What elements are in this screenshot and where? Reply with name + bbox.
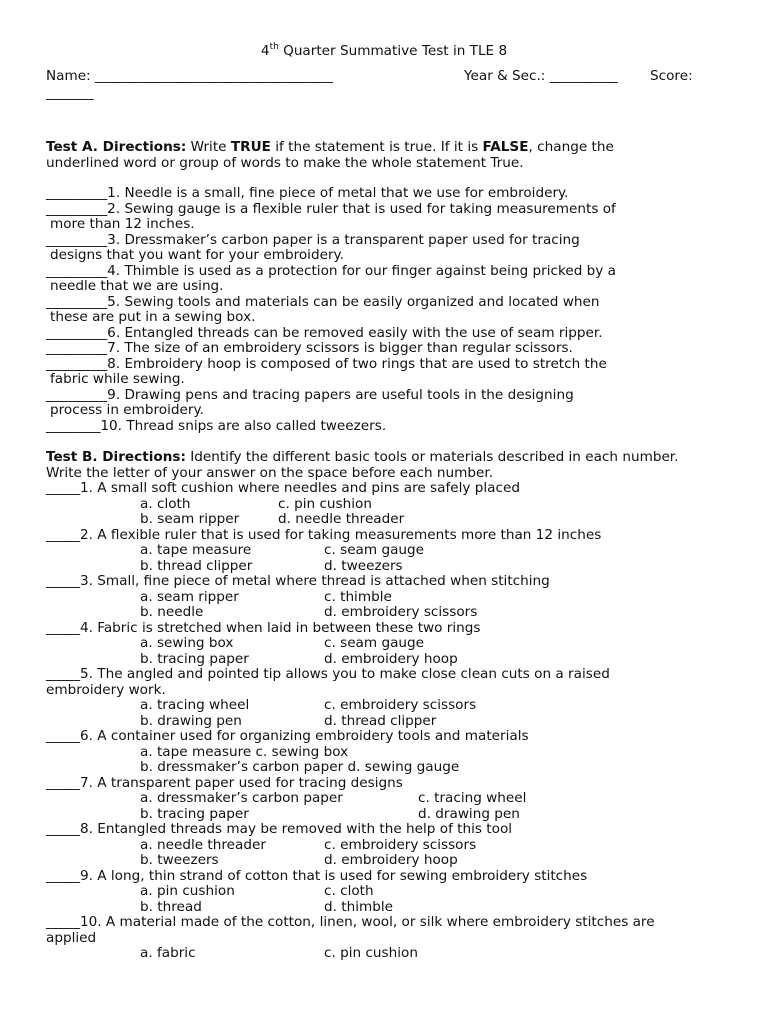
option-row-text: a. tape measure c. sewing box <box>140 743 349 760</box>
test-b-question-cont: applied <box>46 929 97 946</box>
test-a-item: _________2. Sewing gauge is a flexible ruler that is used for taking measurements of <box>46 200 616 217</box>
option-row <box>46 946 678 962</box>
option-a: a. fabric <box>140 945 196 961</box>
test-b-dir-line: Write the letter of your answer on the space before each number. <box>46 464 494 481</box>
option-row <box>46 853 678 869</box>
option-c: c. tracing wheel <box>418 790 527 806</box>
test-a-dir-part: , change the <box>528 139 614 155</box>
false-word: FALSE <box>482 139 529 155</box>
test-b-question: _____4. Fabric is stretched when laid in between these two rings <box>46 619 481 636</box>
option-a: a. needle threader <box>140 836 266 853</box>
option-b: b. thread <box>140 898 202 915</box>
option-row-text: b. dressmaker’s carbon paper d. sewing gauge <box>140 759 460 775</box>
option-b: b. tracing paper <box>140 805 249 822</box>
option-d: d. embroidery hoop <box>324 650 458 667</box>
test-b-question: _____8. Entangled threads may be removed with the help of this tool <box>46 821 513 837</box>
option-row <box>46 760 678 776</box>
option-a: a. tracing wheel <box>140 697 250 713</box>
name-field: Name: ___________________________________ <box>46 68 333 84</box>
option-row <box>46 698 678 714</box>
test-b-question: _____6. A container used for organizing embroidery tools and materials <box>46 728 529 744</box>
test-a-items <box>46 186 616 434</box>
option-a: a. cloth <box>140 495 191 512</box>
test-a-item: _________4. Thimble is used as a protection for our finger against being pricked by a <box>46 262 617 279</box>
year-section-field: Year & Sec.: __________ <box>464 68 618 84</box>
option-c: c. pin cushion <box>278 495 372 512</box>
option-a: a. dressmaker’s carbon paper <box>140 790 343 806</box>
test-b-question-cont: embroidery work. <box>46 681 166 698</box>
test-a-heading: Test A. Directions: <box>46 139 187 155</box>
option-b: b. drawing pen <box>140 712 242 729</box>
option-c: c. embroidery scissors <box>324 836 477 853</box>
option-b: b. thread clipper <box>140 557 253 574</box>
option-c: c. embroidery scissors <box>324 697 477 713</box>
option-c: c. pin cushion <box>324 945 418 961</box>
option-c: c. cloth <box>324 883 374 899</box>
option-b: b. needle <box>140 604 204 620</box>
test-a-item-cont: more than 12 inches. <box>50 216 195 232</box>
option-d: d. tweezers <box>324 557 403 574</box>
test-a-item-cont: designs that you want for your embroidery. <box>50 247 344 263</box>
option-d: d. embroidery hoop <box>324 852 458 868</box>
page-title <box>0 42 768 60</box>
option-row <box>46 605 678 621</box>
test-a-item: _________5. Sewing tools and materials can be easily organized and located when <box>46 293 600 310</box>
option-b: b. tracing paper <box>140 650 249 667</box>
option-row <box>46 512 678 528</box>
test-b-dir-part: Identify the different basic tools or materials described in each number. <box>185 449 679 465</box>
test-b-question: _____2. A flexible ruler that is used for taking measurements more than 12 inches <box>46 526 602 543</box>
option-row <box>46 791 678 807</box>
option-row <box>46 636 678 652</box>
option-row <box>46 559 678 575</box>
option-a: a. pin cushion <box>140 883 235 899</box>
score-label: Score: <box>650 68 693 84</box>
option-row <box>46 543 678 559</box>
title-text: Quarter Summative Test in TLE 8 <box>278 43 508 59</box>
test-a-item: _________3. Dressmaker’s carbon paper is a transparent paper used for tracing <box>46 231 580 248</box>
option-row <box>46 900 678 916</box>
test-a-item: _________6. Entangled threads can be removed easily with the use of seam ripper. <box>46 324 603 341</box>
test-a-item: ________10. Thread snips are also called tweezers. <box>46 417 387 434</box>
test-b-question: _____10. A material made of the cotton, linen, wool, or silk where embroidery stitches are <box>46 914 655 930</box>
test-a-item-cont: these are put in a sewing box. <box>50 309 256 325</box>
test-a-item-cont: process in embroidery. <box>50 402 204 418</box>
test-b-section <box>46 450 678 962</box>
option-d: d. drawing pen <box>418 805 520 822</box>
test-b-question: _____7. A transparent paper used for tracing designs <box>46 774 403 791</box>
option-a: a. tape measure <box>140 542 252 558</box>
test-a-directions <box>46 140 614 171</box>
option-row <box>46 497 678 513</box>
option-c: c. seam gauge <box>324 635 425 651</box>
true-word: TRUE <box>230 139 271 155</box>
option-b: b. seam ripper <box>140 511 240 527</box>
option-a: a. sewing box <box>140 635 234 651</box>
option-row <box>46 838 678 854</box>
test-a-item: _________9. Drawing pens and tracing papers are useful tools in the designing <box>46 386 574 403</box>
option-c: c. thimble <box>324 588 392 605</box>
title-superscript: th <box>269 42 279 52</box>
test-b-question: _____5. The angled and pointed tip allows you to make close clean cuts on a raised <box>46 666 610 682</box>
title-number: 4 <box>260 43 270 59</box>
option-d: d. needle threader <box>278 511 405 527</box>
option-row <box>46 884 678 900</box>
test-a-item: _________7. The size of an embroidery scissors is bigger than regular scissors. <box>46 340 573 356</box>
option-d: d. thimble <box>324 898 394 915</box>
option-row <box>46 807 678 823</box>
option-a: a. seam ripper <box>140 588 239 605</box>
test-a-item-cont: fabric while sewing. <box>50 371 185 387</box>
option-c: c. seam gauge <box>324 542 425 558</box>
test-a-dir-line: underlined word or group of words to make the whole statement True. <box>46 154 524 171</box>
test-b-question: _____1. A small soft cushion where needles and pins are safely placed <box>46 480 520 496</box>
score-blank: _______ <box>46 85 94 101</box>
option-row <box>46 745 678 761</box>
option-d: d. embroidery scissors <box>324 604 478 620</box>
test-a-item: _________1. Needle is a small, fine piece of metal that we use for embroidery. <box>46 185 569 201</box>
option-row <box>46 714 678 730</box>
option-row <box>46 590 678 606</box>
test-b-question: _____9. A long, thin strand of cotton that is used for sewing embroidery stitches <box>46 867 588 884</box>
test-b-heading: Test B. Directions: <box>46 449 186 465</box>
option-d: d. thread clipper <box>324 712 437 729</box>
option-b: b. tweezers <box>140 852 219 868</box>
option-row <box>46 652 678 668</box>
test-b-question: _____3. Small, fine piece of metal where thread is attached when stitching <box>46 573 550 589</box>
test-a-dir-part: Write <box>186 139 231 155</box>
test-a-dir-part: if the statement is true. If it is <box>270 139 483 155</box>
test-a-item: _________8. Embroidery hoop is composed of two rings that are used to stretch the <box>46 355 607 372</box>
test-a-item-cont: needle that we are using. <box>50 278 224 294</box>
